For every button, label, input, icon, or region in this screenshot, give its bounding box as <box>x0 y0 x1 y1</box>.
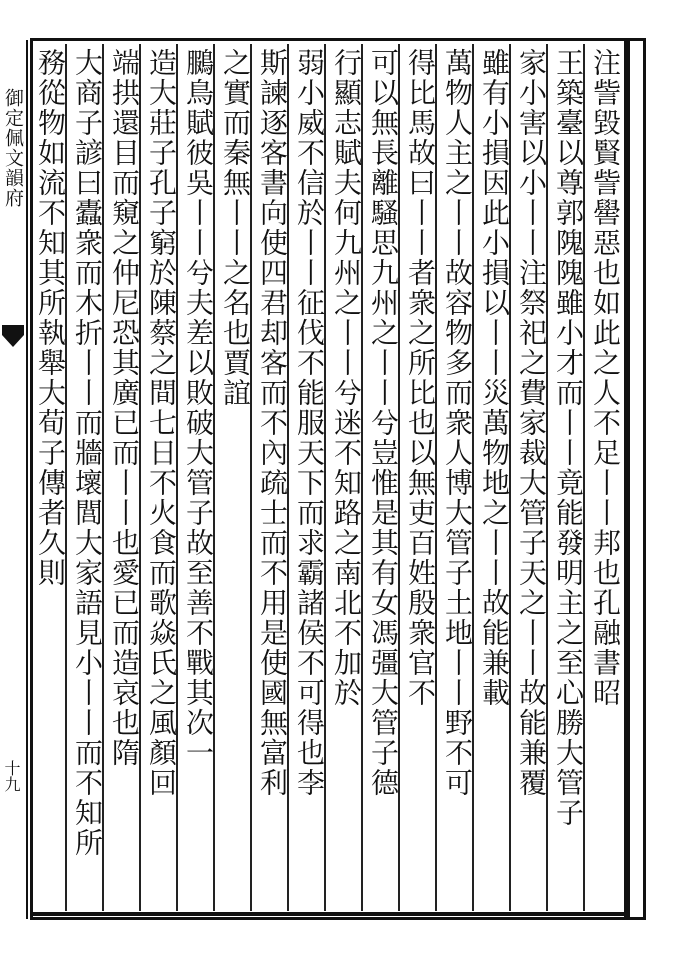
text-column-3: 家小害以小丨丨注祭祀之費家裁大管子天之丨丨故能兼覆 <box>515 48 548 798</box>
frame-bottom-rule <box>30 912 630 916</box>
text-column-8: 行顯志賦夫何九州之丨丨兮迷不知路之南北不加於 <box>330 48 363 708</box>
text-column-14: 端拱還目而窺之仲尼恐其廣已而丨丨也愛已而造哀也隋 <box>108 48 141 768</box>
text-column-6: 得比馬故曰丨丨者衆之所比也以無吏百姓殷衆官不 <box>404 48 437 708</box>
fish-tail-mark <box>0 325 26 355</box>
text-column-13: 造大莊子孔子窮於陳蔡之間七日不火食而歌焱氏之風顏回 <box>145 48 178 798</box>
text-column-15: 大商子諺曰蠹衆而木折丨丨而牆壞閭大家語見小丨丨而不知所 <box>71 48 104 858</box>
text-column-11: 之實而秦無丨丨之名也賈誼 <box>219 48 252 408</box>
text-column-9: 弱小威不信於丨丨征伐不能服天下而求霸諸侯不可得也李 <box>293 48 326 798</box>
text-column-16: 務從物如流不知其所執舉大荀子傳者久則 <box>34 48 67 588</box>
text-column-12: 鵩鳥賦彼吳丨丨兮夫差以敗破大管子故至善不戰其次一 <box>182 48 215 768</box>
text-column-1: 注訾毀賢訾嚳惡也如此之人不足丨丨邦也孔融書昭 <box>589 48 622 708</box>
text-column-4: 雖有小損因此小損以丨丨災萬物地之丨丨故能兼載 <box>478 48 511 708</box>
text-column-10: 斯諫逐客書向使四君却客而不內疏士而不用是使國無富利 <box>256 48 289 798</box>
margin-book-title: 御定佩文韻府 <box>2 88 24 208</box>
frame-outer-rule <box>624 38 630 917</box>
margin-page-number: 十九 <box>2 760 21 792</box>
text-column-2: 王築臺以尊郭隗隗雖小才而丨丨竟能發明主之至心勝大管子 <box>552 48 585 828</box>
margin-strip <box>0 40 28 919</box>
text-column-5: 萬物人主之丨丨故容物多而衆人博大管子土地丨丨野不可 <box>441 48 474 798</box>
text-column-7: 可以無長離騷思九州之丨丨兮豈惟是其有女馮彊大管子德 <box>367 48 400 798</box>
